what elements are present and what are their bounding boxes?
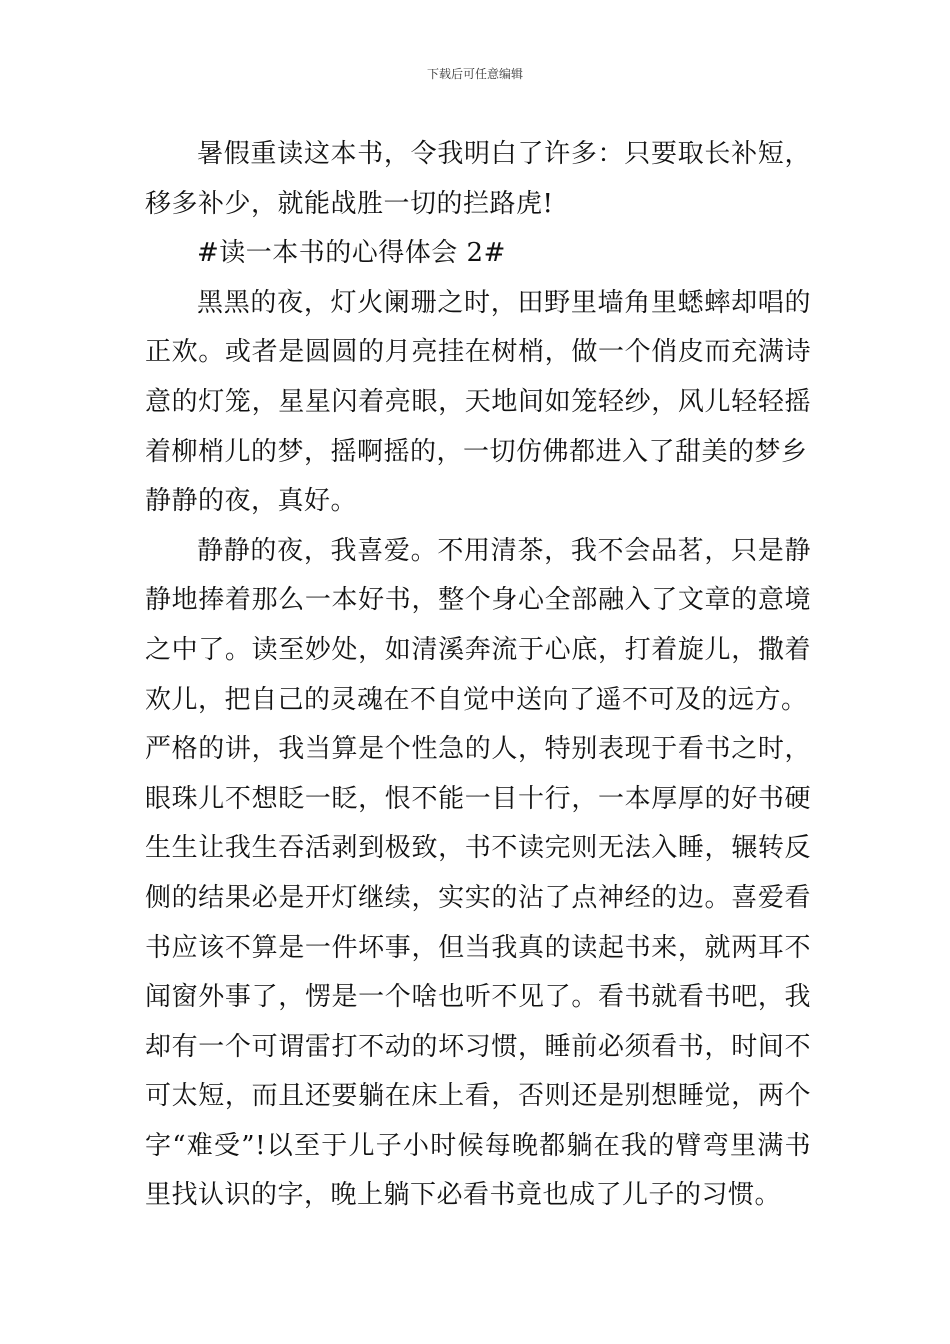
page-header: 下载后可任意编辑 (426, 67, 523, 81)
paragraph-1: 暑假重读这本书，令我明白了许多：只要取长补短，移多补少，就能战胜一切的拦路虎! (145, 139, 811, 219)
paragraph-2: 黑黑的夜，灯火阑珊之时，田野里墙角里蟋蟀却唱的正欢。或者是圆圆的月亮挂在树梢，做一个俏皮而充满诗意的灯笼，星星闪着亮眼，天地间如笼轻纱，风儿轻轻摇着柳梢儿的梦，摇啊摇的，一切仿佛都进入了甜美的梦乡 (145, 287, 811, 467)
paragraph-4: 静静的夜，我喜爱。不用清茶，我不会品茗，只是静静地捧着那么一本好书，整个身心全部融入了文章的意境之中了。读至妙处，如清溪奔流于心底，打着旋儿，撒着欢儿，把自己的灵魂在不自觉中送向了遥不可及的远方。 (145, 535, 811, 715)
paragraph-3: 静静的夜，真好。 (145, 486, 358, 517)
paragraph-5: 严格的讲，我当算是个性急的人，特别表现于看书之时，眼珠儿不想眨一眨，恨不能一目十行，一本厚厚的好书硬生生让我生吞活剥到极致，书不读完则无法入睡，辗转反侧的结果必是开灯继续，实实的沾了点神经的边。喜爱看书应该不算是一件坏事，但当我真的读起书来，就两耳不闻窗外事了，愣是一个啥也听不见了。看书就看书吧，我却有一个可谓雷打不动的坏习惯，睡前必须看书，时间不可太短，而且还要躺在床上看，否则还是别想睡觉，两个字“难受”!以至于儿子小时候每晚都躺在我的臂弯里满书里找认识的字，晚上躺下必看书竟也成了儿子的习惯。 (145, 734, 811, 1211)
document-body (145, 130, 811, 1221)
section-heading: #读一本书的心得体会 2# (197, 238, 506, 269)
